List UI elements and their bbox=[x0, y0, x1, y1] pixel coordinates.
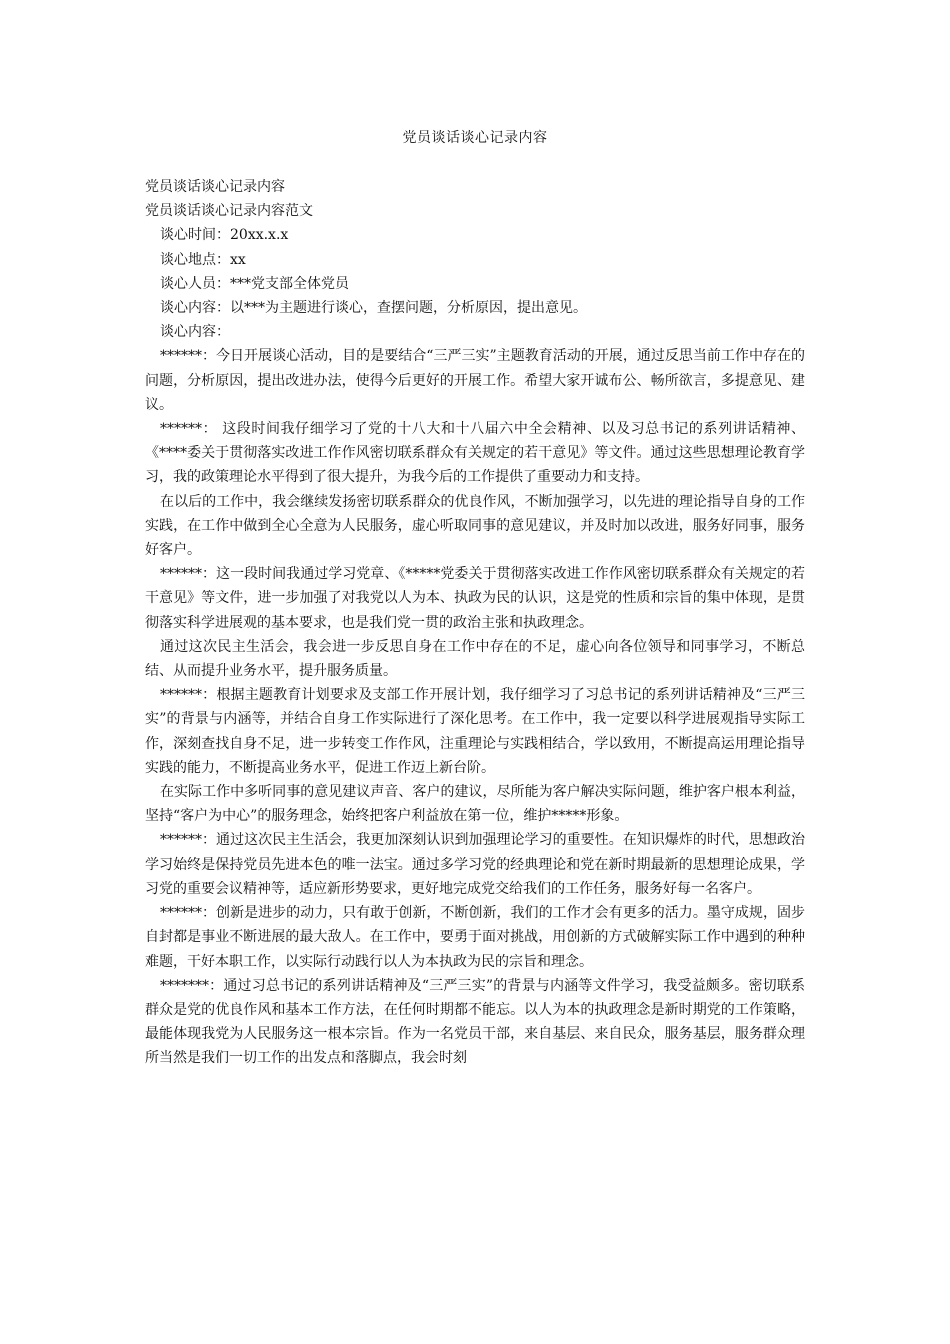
meta-place: 谈心地点：xx bbox=[160, 251, 246, 268]
meta-topic: 谈心内容：以***为主题进行谈心，查摆问题，分析原因，提出意见。 bbox=[160, 300, 587, 317]
paragraph: ******：今日开展谈心活动，目的是要结合“三严三实”主题教育活动的开展，通过反思当前工作中存在的问题，分析原因，提出改进办法，使得今后更好的开展工作。希望大家开诚布公、畅所欲言，多提意见、建议。 bbox=[145, 348, 805, 413]
paragraph: ******： 这段时间我仔细学习了党的十八大和十八届六中全会精神、以及习总书记的系列讲话精神、《****委关于贯彻落实改进工作作风密切联系群众有关规定的若干意见》等文件。通过这些思想理论教育学习，我的政策理论水平得到了很大提升，为我今后的工作提供了重要动力和支持。 bbox=[145, 421, 805, 486]
paragraph: 在以后的工作中，我会继续发扬密切联系群众的优良作风，不断加强学习，以先进的理论指导自身的工作实践，在工作中做到全心全意为人民服务，虚心听取同事的意见建议，并及时加以改进，服务好同事，服务好客户。 bbox=[145, 493, 805, 559]
document-heading: 党员谈话谈心记录内容 bbox=[145, 179, 285, 195]
meta-content-label: 谈心内容： bbox=[160, 324, 230, 341]
paragraph: ******：创新是进步的动力，只有敢于创新，不断创新，我们的工作才会有更多的活力。墨守成规，固步自封都是事业不断进展的最大敌人。在工作中，要勇于面对挑战，用创新的方式破解实际工作中遇到的种种难题，干好本职工作，以实际行动践行以人为本执政为民的宗旨和理念。 bbox=[145, 905, 805, 970]
paragraph: 通过这次民主生活会，我会进一步反思自身在工作中存在的不足，虚心向各位领导和同事学习，不断总结、从而提升业务水平，提升服务质量。 bbox=[145, 638, 805, 680]
meta-time: 谈心时间：20xx.x.x bbox=[160, 227, 289, 244]
paragraph: ******：这一段时间我通过学习党章、《*****党委关于贯彻落实改进工作作风密切联系群众有关规定的若干意见》等文件，进一步加强了对我党以人为本、执政为民的认识，这是党的性质和宗旨的集中体现，是贯彻落实科学进展观的基本要求，也是我们党一贯的政治主张和执政理念。 bbox=[145, 566, 805, 631]
paragraph: 在实际工作中多听同事的意见建议声音、客户的建议，尽所能为客户解决实际问题，维护客户根本利益，坚持“客户为中心”的服务理念，始终把客户利益放在第一位，维护*****形象。 bbox=[145, 784, 805, 825]
meta-people: 谈心人员：***党支部全体党员 bbox=[160, 275, 349, 292]
paragraph: ******：通过这次民主生活会，我更加深刻认识到加强理论学习的重要性。在知识爆炸的时代，思想政治学习始终是保持党员先进本色的唯一法宝。通过多学习党的经典理论和党在新时期最新的思想理论成果，学习党的重要会议精神等，适应新形势要求，更好地完成党交给我们的工作任务，服务好每一名客户。 bbox=[145, 832, 805, 897]
document-title: 党员谈话谈心记录内容 bbox=[402, 130, 548, 146]
paragraph: ******：根据主题教育计划要求及支部工作开展计划，我仔细学习了习总书记的系列讲话精神及“三严三实”的背景与内涵等，并结合自身工作实际进行了深化思考。在工作中，我一定要以科学进展观指导实际工作，深刻查找自身不足，进一步转变工作作风，注重理论与实践相结合，学以致用，不断提高运用理论指导实践的能力，不断提高业务水平，促进工作迈上新台阶。 bbox=[145, 687, 805, 776]
paragraph: *******：通过习总书记的系列讲话精神及“三严三实”的背景与内涵等文件学习，我受益颇多。密切联系群众是党的优良作风和基本工作方法，在任何时期都不能忘。以人为本的执政理念是新时期党的工作策略，最能体现我党为人民服务这一根本宗旨。作为一名党员干部，来自基层、来自民众，服务基层，服务群众理所当然是我们一切工作的出发点和落脚点，我会时刻 bbox=[145, 977, 805, 1067]
document-subheading: 党员谈话谈心记录内容范文 bbox=[145, 203, 313, 220]
document-body bbox=[145, 175, 805, 1071]
